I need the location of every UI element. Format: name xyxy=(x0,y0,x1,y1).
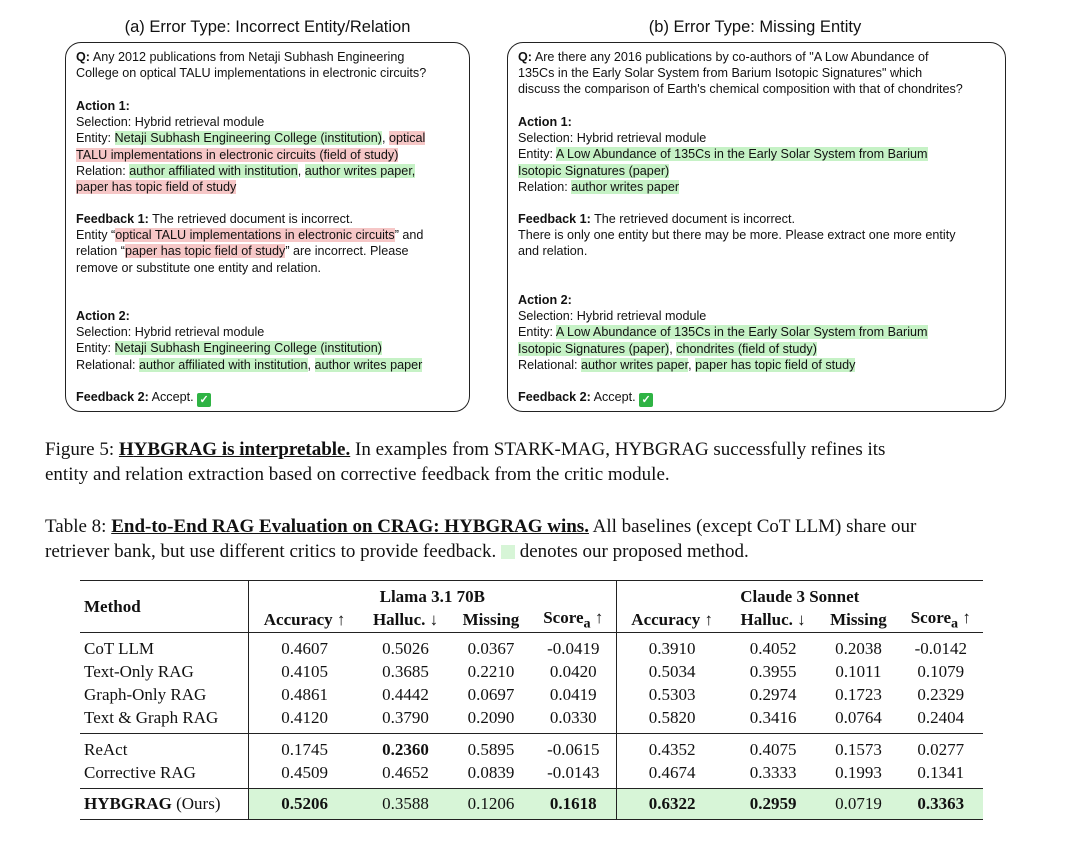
col-header: Halluc. ↓ xyxy=(372,610,439,630)
panel-b-action-1: Action 1: Selection: Hybrid retrieval module Entity: A Low Abundance of 135Cs in the Early Solar System from Barium Isotopic Signatures (paper) Relation: author writes paper xyxy=(518,115,928,194)
panel-b-box xyxy=(507,42,1006,412)
panel-b-question: Q: Are there any 2016 publications by co-authors of "A Low Abundance of 135Cs in the Early Solar System from Barium Isotopic Signatures" which discuss the comparison of Earth's chemical composition with that of chondrites? xyxy=(518,50,963,97)
proposed-method-swatch xyxy=(501,545,515,559)
panel-a-action-1: Action 1: Selection: Hybrid retrieval module Entity: Netaji Subhash Engineering College (institution), optical TALU implementations in electronic circuits (field of study) Relation: author affiliated with institution, author writes paper, paper has topic field of study xyxy=(76,99,426,195)
relation-highlight: author affiliated with institution xyxy=(129,163,298,178)
incorrect-entity-highlight: optical xyxy=(388,131,426,146)
relation-highlight: author writes paper, xyxy=(304,163,416,178)
entity-highlight: Netaji Subhash Engineering College (institution) xyxy=(114,131,382,146)
panel-b-title: (b) Error Type: Missing Entity xyxy=(648,18,862,36)
col-header: Missing xyxy=(462,610,520,630)
panel-b-feedback-2: Feedback 2: Accept. ✓ xyxy=(518,389,997,407)
table-row: Text-Only RAG 0.4105 0.3685 0.2210 0.0420 0.5034 0.3955 0.1011 0.1079 xyxy=(80,660,983,683)
incorrect-relation-highlight: paper has topic field of study xyxy=(76,180,237,195)
panel-b-action-2: Action 2: Selection: Hybrid retrieval module Entity: A Low Abundance of 135Cs in the Early Solar System from Barium Isotopic Signatures (paper), chondrites (field of study) Relational: author writes paper, paper has topic field of study xyxy=(518,293,928,372)
table-row-ours: HYBGRAG (Ours) 0.5206 0.3588 0.1206 0.1618 0.6322 0.2959 0.0719 0.3363 xyxy=(80,789,983,820)
col-header: Score$_a$ ↑ xyxy=(910,608,971,632)
panel-a-box xyxy=(65,42,470,412)
table-row: ReAct 0.1745 0.2360 0.5895 -0.0615 0.4352 0.4075 0.1573 0.0277 xyxy=(80,734,983,762)
panel-a-feedback-2: Feedback 2: Accept. ✓ xyxy=(76,389,461,407)
col-header: Missing xyxy=(830,610,887,630)
group-header-claude: Claude 3 Sonnet xyxy=(740,586,860,606)
panel-a-title: (a) Error Type: Incorrect Entity/Relation xyxy=(124,18,411,36)
checkmark-icon: ✓ xyxy=(197,393,211,407)
col-header: Accuracy ↑ xyxy=(631,610,713,630)
incorrect-entity-highlight: TALU implementations in electronic circuits (field of study) xyxy=(76,147,399,162)
table-caption: Table 8: End-to-End RAG Evaluation on CRAG: HYBGRAG wins. All baselines (except CoT LLM) share our retriever bank, but use different critics to provide feedback. denotes our proposed method. xyxy=(45,516,917,562)
checkmark-icon: ✓ xyxy=(639,393,653,407)
figure-caption: Figure 5: HYBGRAG is interpretable. In examples from STARK-MAG, HYBGRAG successfully refines its entity and relation extraction based on corrective feedback from the critic module. xyxy=(45,439,886,485)
table-row: Graph-Only RAG 0.4861 0.4442 0.0697 0.0419 0.5303 0.2974 0.1723 0.2329 xyxy=(80,683,983,706)
method-header: Method xyxy=(80,581,249,633)
group-header-llama: Llama 3.1 70B xyxy=(249,581,617,609)
results-table xyxy=(80,580,983,820)
table-row: Corrective RAG 0.4509 0.4652 0.0839 -0.0143 0.4674 0.3333 0.1993 0.1341 xyxy=(80,761,983,789)
table-row: Text & Graph RAG 0.4120 0.3790 0.2090 0.0330 0.5820 0.3416 0.0764 0.2404 xyxy=(80,706,983,734)
col-header: Score$_a$ ↑ xyxy=(531,608,616,633)
panel-a-question: Q: Any 2012 publications from Netaji Subhash Engineering College on optical TALU implementations in electronic circuits? xyxy=(76,50,427,81)
panel-a-feedback-1: Feedback 1: The retrieved document is incorrect. Entity “optical TALU implementations in electronic circuits” and relation “paper has topic field of study” are incorrect. Please remove or substitute one entity and relation. xyxy=(76,212,424,275)
col-header: Accuracy ↑ xyxy=(263,610,346,630)
panel-b-feedback-1: Feedback 1: The retrieved document is incorrect. There is only one entity but there may be more. Please extract one more entity and relation. xyxy=(518,212,956,259)
table-row: CoT LLM 0.4607 0.5026 0.0367 -0.0419 0.3910 0.4052 0.2038 -0.0142 xyxy=(80,633,983,661)
col-header: Halluc. ↓ xyxy=(740,610,806,630)
panel-a-action-2: Action 2: Selection: Hybrid retrieval module Entity: Netaji Subhash Engineering College (institution) Relational: author affiliated with institution, author writes paper xyxy=(76,309,423,372)
